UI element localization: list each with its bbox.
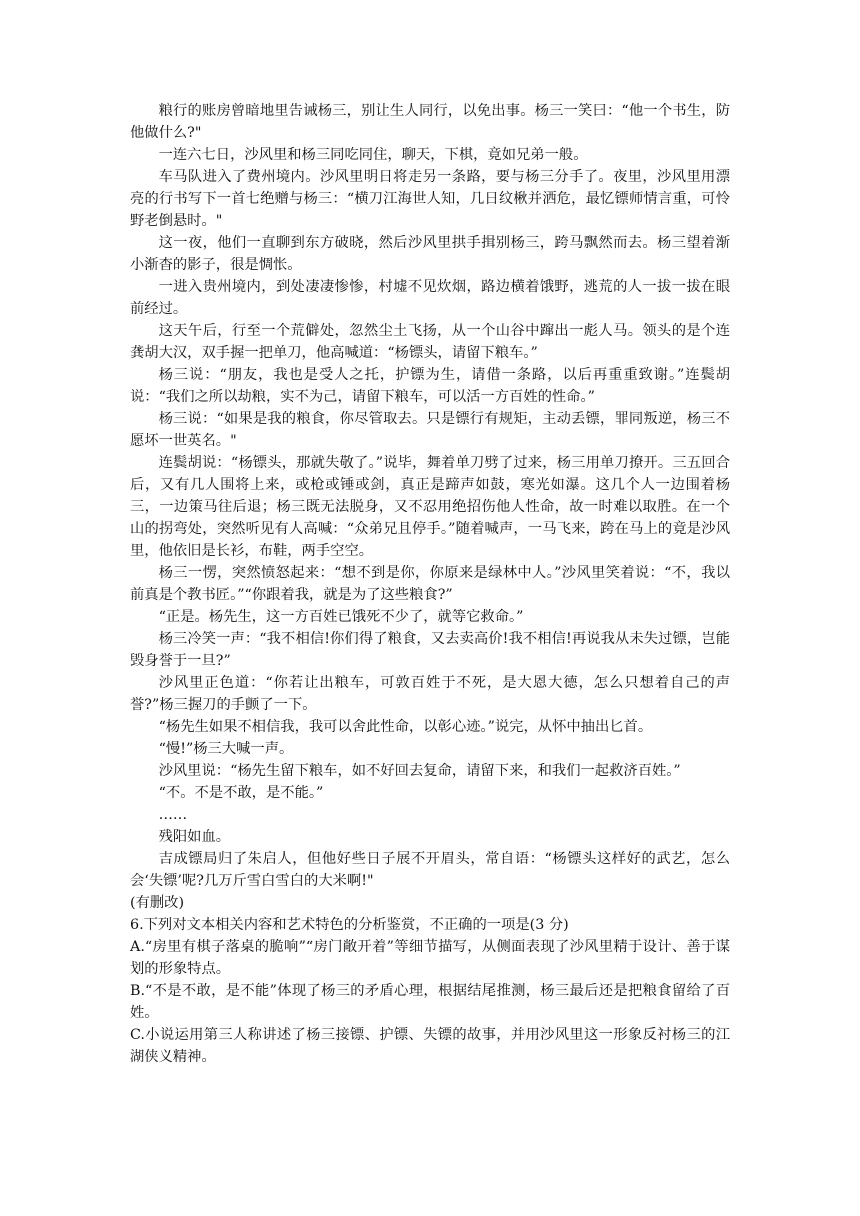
paragraph: 沙风里说：“杨先生留下粮车，如不好回去复命，请留下来，和我们一起救济百姓。” (158, 763, 681, 779)
paragraph: 连鬓胡说：“杨镖头，那就失敬了。”说毕，舞着单刀劈了过来，杨三用单刀撩开。三五回合后，又有几人围将上来，或枪或锤或剑，真正是蹄声如鼓，寒光如瀑。这几个人一边围着杨三，一边策马往后退；杨三既无法脱身，又不忍用绝招伤他人性命，故一时难以取胜。在一个山的拐弯处，突然听见有人高喊：“众弟兄且停手。”随着喊声，一马飞来，跨在马上的竟是沙风里，他依旧是长衫，布鞋，两手空空。 (130, 455, 730, 559)
source-note: (有删改) (130, 895, 185, 911)
paragraph: 杨三说：“如果是我的粮食，你尽管取去。只是镖行有规矩，主动丢镖，罪同叛逆，杨三不愿坏一世英名。" (130, 411, 730, 449)
paragraph: 一连六七日，沙风里和杨三同吃同住，聊天，下棋，竟如兄弟一般。 (158, 147, 588, 163)
document-body (130, 100, 730, 1068)
paragraph: 杨三一愣，突然愤怒起来：“想不到是你，你原来是绿林中人。”沙风里笑着说：“不，我以前真是个教书匠。”“你跟着我，就是为了这些粮食?” (130, 565, 730, 603)
question-stem: 6.下列对文本相关内容和艺术特色的分析鉴赏，不正确的一项是(3 分) (130, 917, 569, 933)
paragraph: 车马队进入了费州境内。沙风里明日将走另一条路，要与杨三分手了。夜里，沙风里用漂亮的行书写下一首七绝赠与杨三：“横刀江海世人知，几日纹楸并洒危，最忆镖师情言重，可怜野老倒悬时。" (130, 169, 730, 229)
paragraph: 这一夜，他们一直聊到东方破晓，然后沙风里拱手揖别杨三，跨马飘然而去。杨三望着渐小渐杳的影子，很是惆怅。 (130, 235, 730, 273)
option-a: A.“房里有棋子落桌的脆响”“房门敞开着”等细节描写，从侧面表现了沙风里精于设计、善于谋划的形象特点。 (130, 939, 730, 977)
ellipsis-line: …… (158, 807, 188, 823)
paragraph: “正是。杨先生，这一方百姓已饿死不少了，就等它救命。” (158, 609, 524, 625)
paragraph: 一进入贵州境内，到处凄凄惨惨，村墟不见炊烟，路边横着饿野，逃荒的人一拔一拔在眼前经过。 (130, 279, 730, 317)
paragraph: “不。不是不敢，是不能。” (158, 785, 324, 801)
paragraph: 杨三冷笑一声：“我不相信!你们得了粮食，又去卖高价!我不相信!再说我从未失过镖，岂能毁身誉于一旦?” (130, 631, 730, 669)
paragraph: “慢!”杨三大喊一声。 (158, 741, 294, 757)
paragraph: “杨先生如果不相信我，我可以舍此性命，以彰心迹。”说完，从怀中抽出匕首。 (158, 719, 653, 735)
option-c: C.小说运用第三人称讲述了杨三接镖、护镖、失镖的故事，并用沙风里这一形象反衬杨三的江湖侠义精神。 (130, 1027, 730, 1065)
paragraph: 这天午后，行至一个荒僻处，忽然尘土飞扬，从一个山谷中蹿出一彪人马。领头的是个连龚胡大汉，双手握一把单刀，他高喊道：“杨镖头，请留下粮车。” (130, 323, 730, 361)
paragraph: 残阳如血。 (158, 829, 231, 845)
paragraph: 吉成镖局归了朱启人，但他好些日子展不开眉头，常自语：“杨镖头这样好的武艺，怎么会‘失镖’呢?几万斤雪白雪白的大米啊!" (130, 851, 730, 889)
option-b: B.“不是不敢，是不能”体现了杨三的矛盾心理，根据结尾推测，杨三最后还是把粮食留给了百姓。 (130, 983, 730, 1021)
paragraph: 粮行的账房曾暗地里告诫杨三，别让生人同行，以免出事。杨三一笑曰：“他一个书生，防他做什么?" (130, 103, 730, 141)
paragraph: 沙风里正色道：“你若让出粮车，可敦百姓于不死，是大恩大德，怎么只想着自己的声誉?”杨三握刀的手颤了一下。 (130, 675, 730, 713)
paragraph: 杨三说：“朋友，我也是受人之托，护镖为生，请借一条路，以后再重重致谢。”连鬓胡说：“我们之所以劫粮，实不为己，请留下粮车，可以活一方百姓的性命。” (130, 367, 730, 405)
